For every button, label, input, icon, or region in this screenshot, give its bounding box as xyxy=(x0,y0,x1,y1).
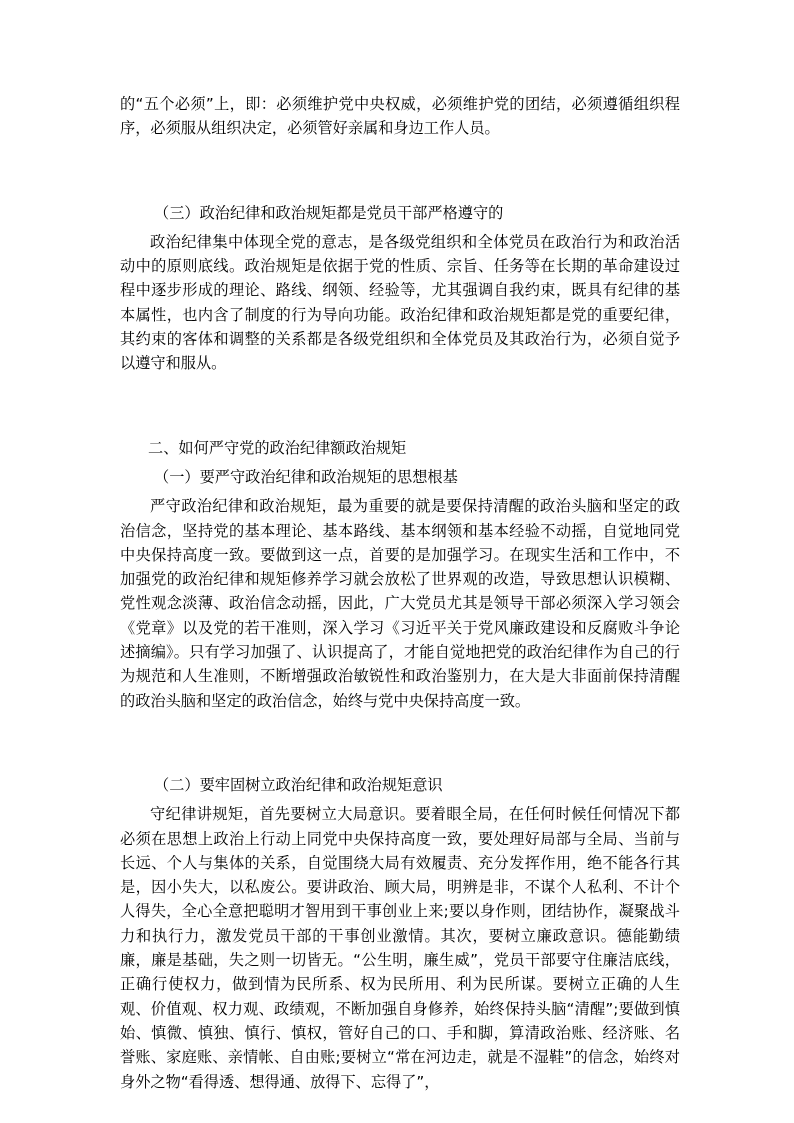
section-body-1-3: 政治纪律集中体现全党的意志，是各级党组织和全体党员在政治行为和政治活动中的原则底线。政治规矩是依据于党的性质、宗旨、任务等在长期的革命建设过程中逐步形成的理论、路线、纲领、经验等，尤其强调自我约束，既具有纪律的基本属性，也内含了制度的行为导向功能。政治纪律和政治规矩都是党的重要纪律，其约束的客体和调整的关系都是各级党组织和全体党员及其政治行为，必须自觉予以遵守和服从。 xyxy=(120,232,680,373)
section-body-2-2: 守纪律讲规矩，首先要树立大局意识。要着眼全局，在任何时候任何情况下都必须在思想上政治上行动上同党中央保持高度一致，要处理好局部与全局、当前与长远、个人与集体的关系，自觉围绕大局有效履责、充分发挥作用，绝不能各行其是，因小失大，以私废公。要讲政治、顾大局，明辨是非，不谋个人私利、不计个人得失，全心全意把聪明才智用到干事创业上来;要以身作则，团结协作，凝聚战斗力和执行力，激发党员干部的干事创业激情。其次，要树立廉政意识。德能勤绩廉，廉是基础，失之则一切皆无。“公生明，廉生威”，党员干部要守住廉洁底线，正确行使权力，做到情为民所系、权为民所用、利为民所谋。要树立正确的人生观、价值观、权力观、政绩观，不断加强自身修养，始终保持头脑“清醒”;要做到慎始、慎微、慎独、慎行、慎权，管好自己的口、手和脚，算清政治账、经济账、名誉账、家庭账、亲情帐、自由账;要树立“常在河边走，就是不湿鞋”的信念，始终对身外之物“看得透、想得通、放得下、忘得了”， xyxy=(120,805,680,1091)
paragraph-continuation: 的“五个必须”上，即：必须维护党中央权威，必须维护党的团结，必须遵循组织程序，必须服从组织决定，必须管好亲属和身边工作人员。 xyxy=(120,95,680,138)
section-heading-2-1: （一）要严守政治纪律和政治规矩的思想根基 xyxy=(154,467,458,486)
spacer xyxy=(120,713,680,773)
section-body-2-1: 严守政治纪律和政治规矩，最为重要的就是要保持清醒的政治头脑和坚定的政治信念，坚持党的基本理论、基本路线、基本纲领和基本经验不动摇，自觉地同党中央保持高度一致。要做到这一点，首要的是加强学习。在现实生活和工作中，不加强党的政治纪律和规矩修养学习就会放松了世界观的改造，导致思想认识模糊、党性观念淡薄、政治信念动摇，因此，广大党员尤其是领导干部必须深入学习领会《党章》以及党的若干准则，深入学习《习近平关于党风廉政建设和反腐败斗争论述摘编》。只有学习加强了、认识提高了，才能自觉地把党的政治纪律作为自己的行为规范和人生准则，不断增强政治敏锐性和政治鉴别力，在大是大非面前保持清醒的政治头脑和坚定的政治信念，始终与党中央保持高度一致。 xyxy=(120,497,680,710)
section-heading-1-3: （三）政治纪律和政治规矩都是党员干部严格遵守的 xyxy=(154,203,504,222)
spacer xyxy=(120,376,680,436)
section-heading-2-2: （二）要牢固树立政治纪律和政治规矩意识 xyxy=(154,775,443,794)
section-heading-2: 二、如何严守党的政治纪律额政治规矩 xyxy=(148,438,407,457)
spacer xyxy=(120,141,680,201)
document-body xyxy=(120,92,680,1094)
